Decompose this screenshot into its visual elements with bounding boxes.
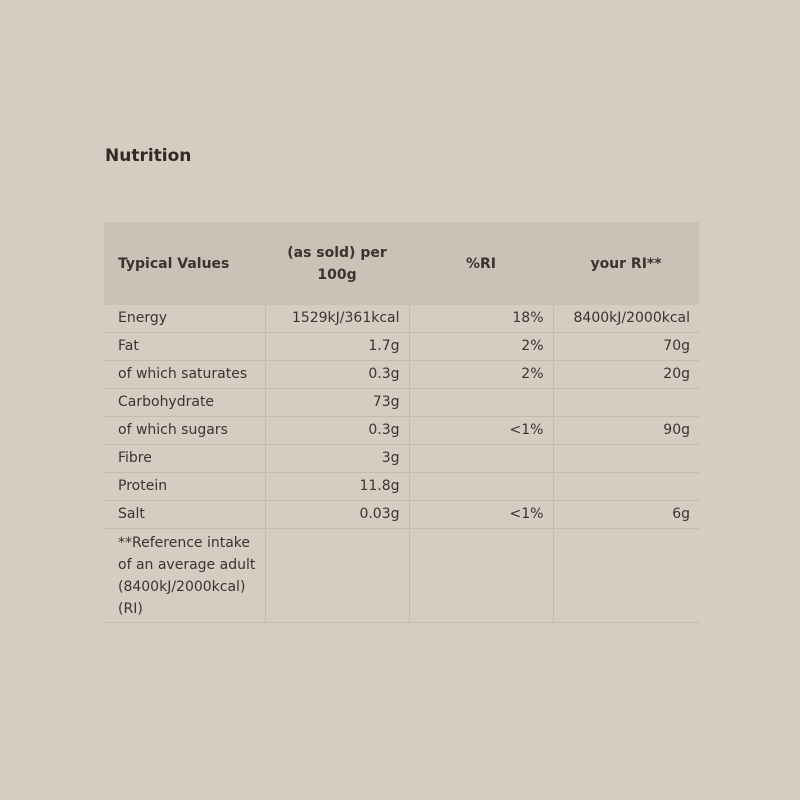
footnote-text: **Reference intake of an average adult (8400kJ/2000kcal) (RI) bbox=[104, 529, 265, 623]
per-100g-value: 11.8g bbox=[265, 473, 409, 501]
your-ri-value: 6g bbox=[553, 501, 699, 529]
header-your-ri: your RI** bbox=[590, 255, 662, 272]
table-row bbox=[104, 389, 699, 417]
per-100g-value: 3g bbox=[265, 445, 409, 473]
row-label: of which sugars bbox=[104, 417, 265, 445]
table-row bbox=[104, 361, 699, 389]
row-label: Protein bbox=[104, 473, 265, 501]
ri-percent-value bbox=[409, 473, 553, 501]
your-ri-value: 90g bbox=[553, 417, 699, 445]
your-ri-value bbox=[553, 389, 699, 417]
row-label: Salt bbox=[104, 501, 265, 529]
ri-percent-value bbox=[409, 445, 553, 473]
ri-percent-value: 2% bbox=[409, 333, 553, 361]
table-row bbox=[104, 417, 699, 445]
your-ri-value bbox=[553, 445, 699, 473]
row-label: of which saturates bbox=[104, 361, 265, 389]
header-ri-percent: %RI bbox=[465, 255, 497, 272]
ri-percent-value bbox=[409, 389, 553, 417]
per-100g-value: 0.3g bbox=[265, 417, 409, 445]
header-per-100g: (as sold) per 100g bbox=[287, 244, 387, 283]
per-100g-value: 1.7g bbox=[265, 333, 409, 361]
your-ri-value: 70g bbox=[553, 333, 699, 361]
row-label: Fibre bbox=[104, 445, 265, 473]
empty-cell bbox=[409, 529, 553, 623]
your-ri-value: 20g bbox=[553, 361, 699, 389]
per-100g-value: 0.3g bbox=[265, 361, 409, 389]
ri-percent-value: 2% bbox=[409, 361, 553, 389]
footnote-row bbox=[104, 529, 699, 623]
row-label: Fat bbox=[104, 333, 265, 361]
empty-cell bbox=[265, 529, 409, 623]
table-row bbox=[104, 305, 699, 333]
nutrition-table bbox=[104, 222, 699, 623]
table-header-row bbox=[104, 222, 699, 305]
table-row bbox=[104, 473, 699, 501]
ri-percent-value: 18% bbox=[409, 305, 553, 333]
section-title: Nutrition bbox=[105, 146, 192, 166]
per-100g-value: 1529kJ/361kcal bbox=[265, 305, 409, 333]
your-ri-value bbox=[553, 473, 699, 501]
table-row bbox=[104, 333, 699, 361]
your-ri-value: 8400kJ/2000kcal bbox=[553, 305, 699, 333]
row-label: Carbohydrate bbox=[104, 389, 265, 417]
per-100g-value: 73g bbox=[265, 389, 409, 417]
row-label: Energy bbox=[104, 305, 265, 333]
table-row bbox=[104, 501, 699, 529]
per-100g-value: 0.03g bbox=[265, 501, 409, 529]
ri-percent-value: <1% bbox=[409, 501, 553, 529]
table-row bbox=[104, 445, 699, 473]
empty-cell bbox=[553, 529, 699, 623]
header-typical-values: Typical Values bbox=[118, 255, 230, 272]
ri-percent-value: <1% bbox=[409, 417, 553, 445]
